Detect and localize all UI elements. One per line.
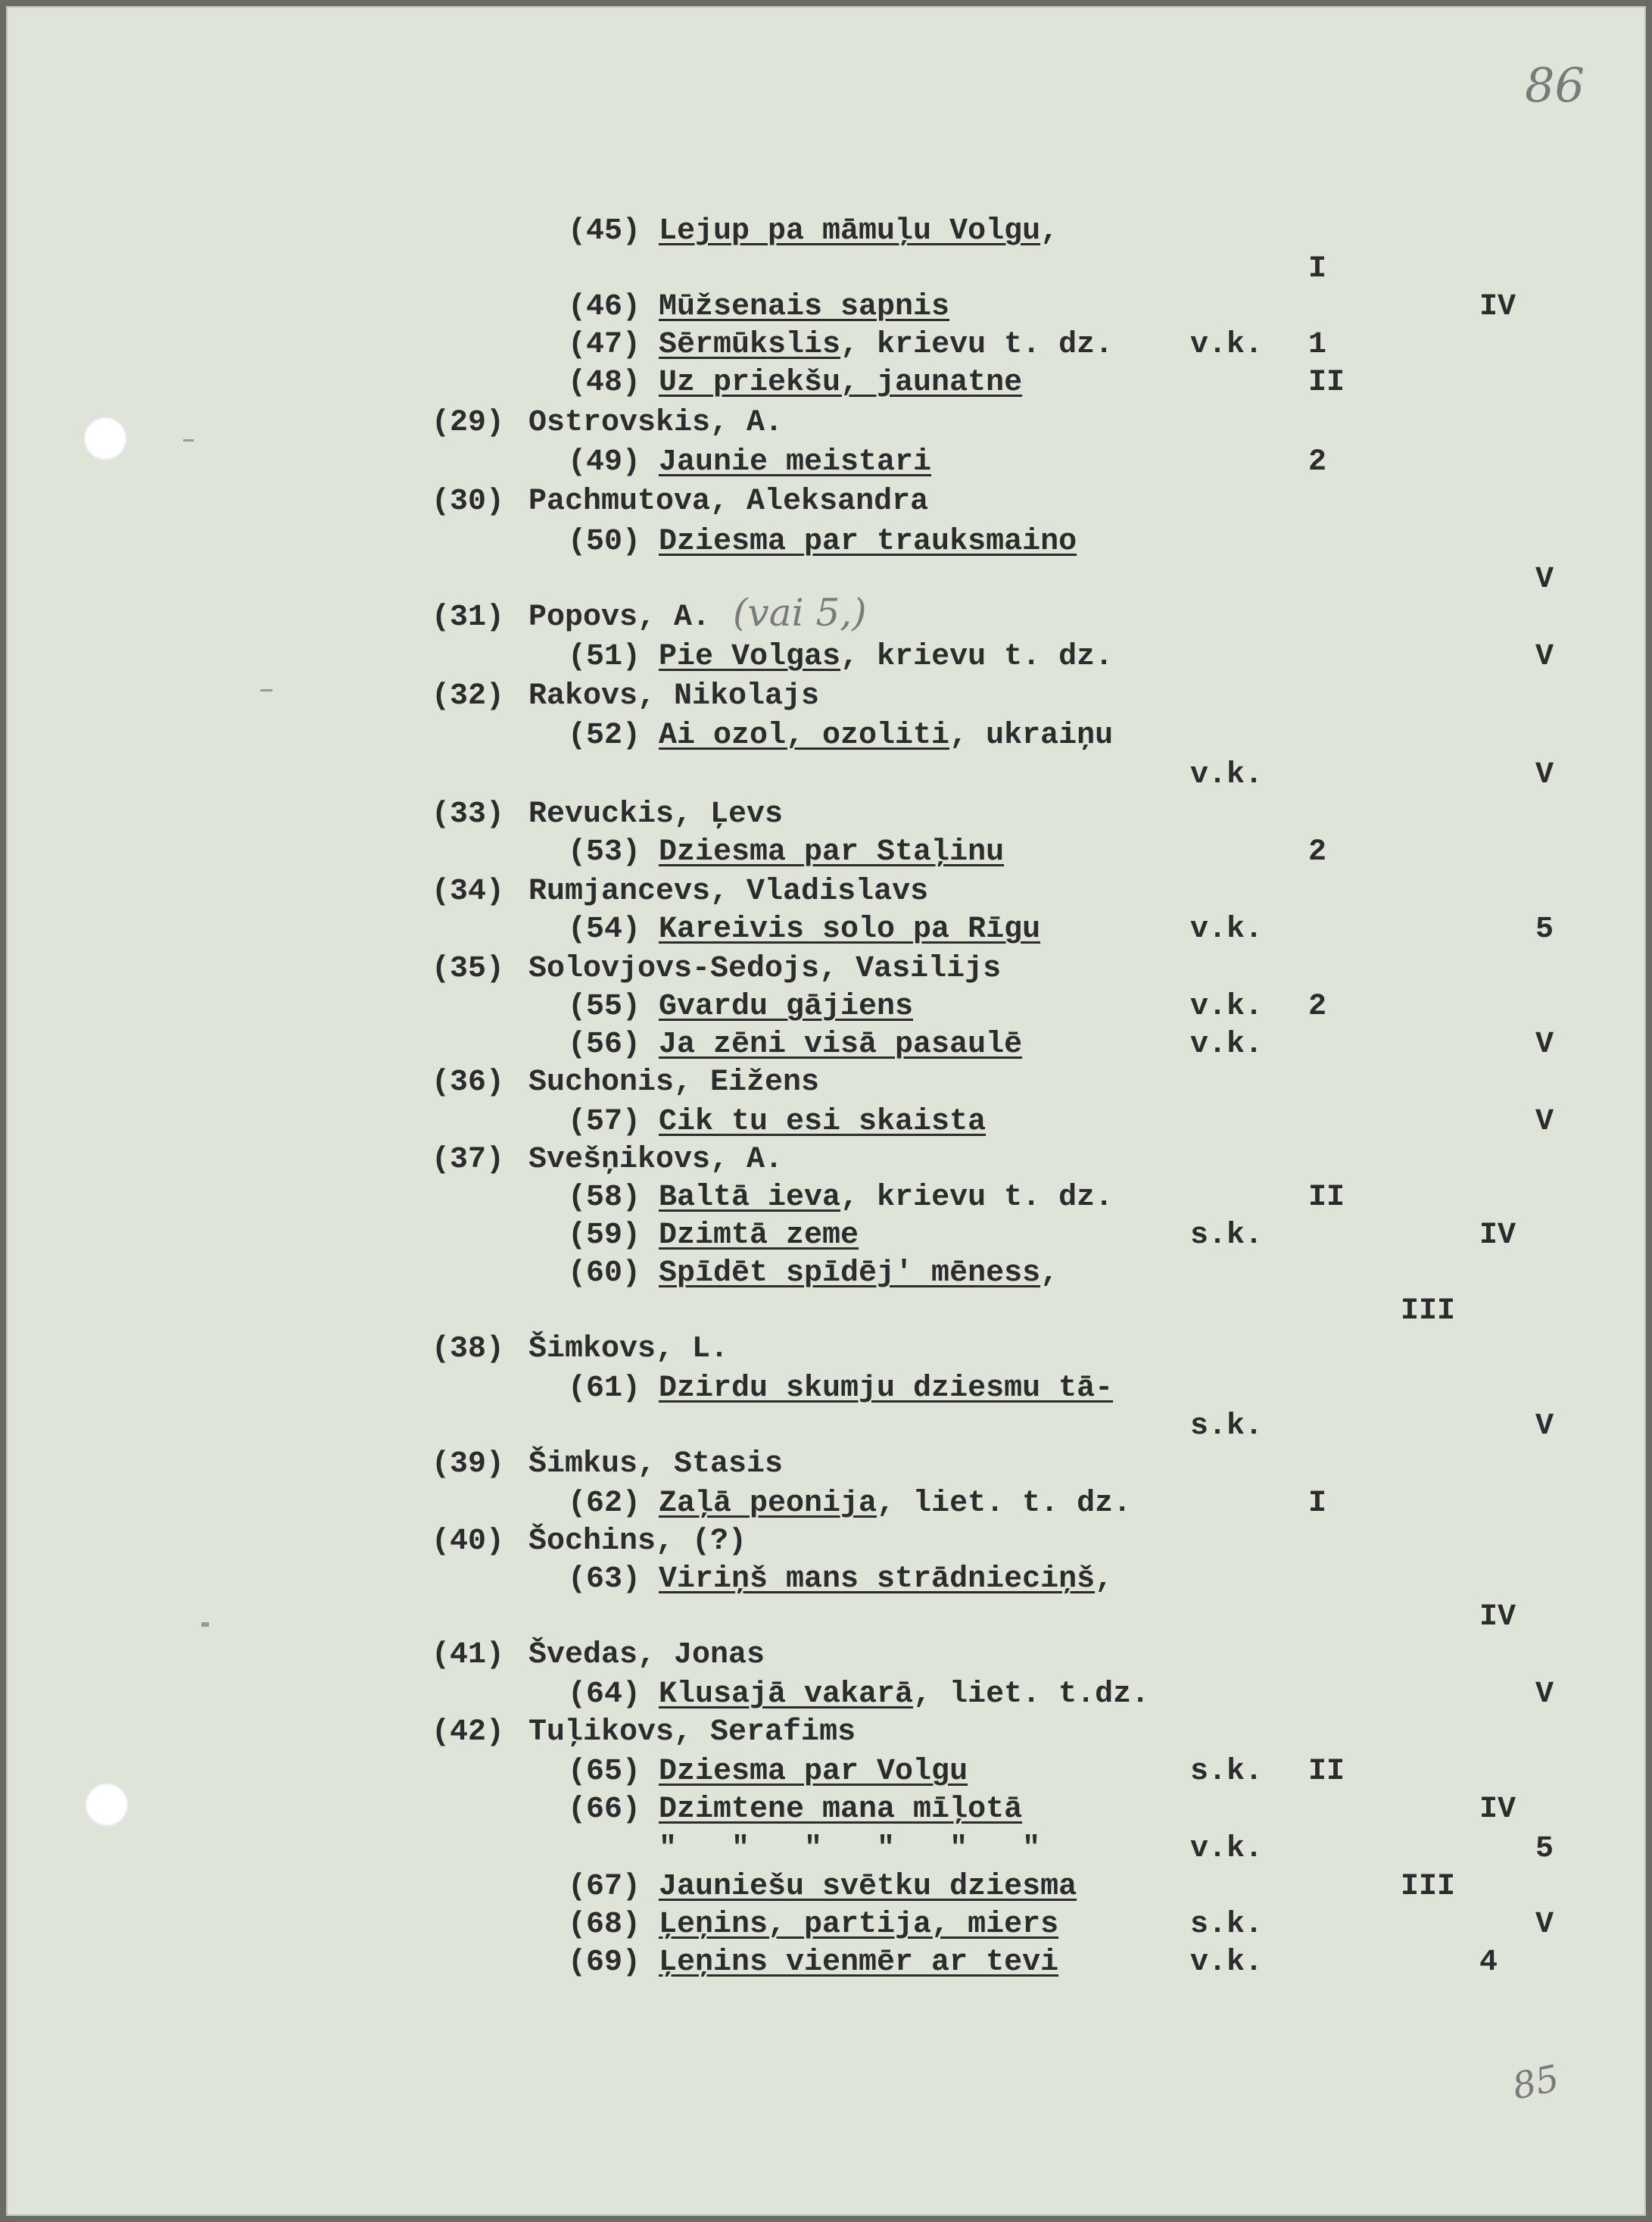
grade-column-5: V — [1535, 1908, 1554, 1942]
song-title-group — [659, 288, 949, 327]
song-number: (57) — [568, 1105, 641, 1139]
grade-column-5: V — [1535, 1409, 1554, 1443]
composer-name: Popovs, A. — [528, 601, 711, 635]
song-title: Baltā ieva — [659, 1181, 841, 1215]
song-title: Ļeņins, partija, miers — [659, 1908, 1059, 1942]
grade-column-4: IV — [1479, 290, 1516, 324]
composer-name: Tuļikovs, Serafims — [528, 1715, 856, 1749]
song-title: Dziesma par Staļinu — [659, 835, 1005, 869]
grade-column-5: V — [1535, 1677, 1554, 1712]
grade-column-5: V — [1535, 1105, 1554, 1139]
voice-type: v.k. — [1190, 1028, 1264, 1062]
song-number: (50) — [568, 525, 641, 559]
voice-type: s.k. — [1190, 1908, 1264, 1942]
grade-column-4: IV — [1479, 1600, 1516, 1634]
composer-number: (37) — [432, 1143, 505, 1177]
composer-number: (36) — [432, 1066, 505, 1100]
grade-column-5: V — [1535, 758, 1554, 792]
song-title-suffix: , — [1040, 1256, 1059, 1290]
song-title-group — [659, 988, 913, 1027]
song-title-suffix: , krievu t. dz. — [840, 1181, 1114, 1215]
song-title-group — [659, 1790, 1022, 1830]
song-number: (53) — [568, 835, 641, 869]
song-title: Cik tu esi skaista — [659, 1105, 987, 1139]
song-title-group — [659, 326, 1113, 365]
song-title-group — [659, 1943, 1058, 1983]
song-number: (55) — [568, 990, 641, 1024]
grade-column-3: II — [1308, 1755, 1345, 1789]
song-title-group — [659, 1752, 968, 1792]
song-title-group — [659, 1216, 859, 1256]
song-number: (61) — [568, 1372, 641, 1406]
song-title-group — [659, 910, 1040, 950]
composer-number: (39) — [432, 1447, 505, 1481]
song-title-group — [659, 364, 1022, 403]
margin-mark — [183, 439, 194, 442]
song-title-suffix: , liet. t. dz. — [877, 1487, 1132, 1521]
song-title: Spīdēt spīdēj' mēness — [659, 1256, 1041, 1290]
song-title-suffix: , — [1095, 1562, 1114, 1596]
song-title-group — [659, 1103, 986, 1142]
grade-column-4: III — [1401, 1294, 1456, 1328]
song-number: (51) — [568, 640, 641, 674]
song-title: Uz priekšu, jaunatne — [659, 366, 1023, 400]
handwritten-page-number: 86 — [1525, 58, 1585, 113]
song-number: (68) — [568, 1908, 641, 1942]
song-title-group — [659, 1369, 1113, 1409]
song-title-suffix: , ukraiņu — [949, 719, 1114, 753]
song-title-suffix: , liet. t.dz. — [913, 1677, 1150, 1712]
song-title-suffix: " " " " " " — [659, 1832, 1041, 1866]
grade-column-4: III — [1401, 1870, 1456, 1904]
song-title: Dziesma par Volgu — [659, 1755, 968, 1789]
song-title: Dzimtene mana mīļotā — [659, 1793, 1023, 1827]
song-title-group — [659, 833, 1004, 872]
song-title: Kareivis solo pa Rīgu — [659, 913, 1041, 947]
grade-column-3: 2 — [1308, 835, 1327, 869]
voice-type: v.k. — [1190, 1946, 1264, 1980]
composer-name: Pachmutova, Aleksandra — [528, 485, 929, 519]
composer-name: Svešņikovs, A. — [528, 1143, 784, 1177]
song-title-group — [659, 1830, 1040, 1869]
song-title: Viriņš mans strādnieciņš — [659, 1562, 1096, 1596]
song-number: (54) — [568, 913, 641, 947]
composer-number: (29) — [432, 406, 505, 440]
margin-mark — [201, 1622, 209, 1627]
handwritten-margin-note: (vai 5,) — [733, 591, 867, 635]
song-title-group — [659, 212, 1058, 251]
grade-column-3: 1 — [1308, 328, 1327, 362]
composer-name: Solovjovs-Sedojs, Vasilijs — [528, 952, 1002, 986]
song-title: Pie Volgas — [659, 640, 841, 674]
grade-column-4: 4 — [1479, 1946, 1498, 1980]
grade-column-3: 2 — [1308, 990, 1327, 1024]
composer-number: (41) — [432, 1638, 505, 1672]
song-title-group — [659, 1254, 1058, 1294]
punch-hole-bottom — [85, 1783, 129, 1827]
voice-type: s.k. — [1190, 1755, 1264, 1789]
song-number: (52) — [568, 719, 641, 753]
song-title-group — [659, 1178, 1113, 1218]
voice-type: v.k. — [1190, 758, 1264, 792]
composer-number: (34) — [432, 875, 505, 909]
grade-column-3: I — [1308, 252, 1327, 286]
punch-hole-top — [83, 417, 127, 460]
song-number: (45) — [568, 214, 641, 248]
song-number: (63) — [568, 1562, 641, 1596]
composer-number: (33) — [432, 797, 505, 832]
song-title: Ai ozol, ozoliti — [659, 719, 950, 753]
song-title: Gvardu gājiens — [659, 990, 914, 1024]
song-title: Sērmūkslis — [659, 328, 841, 362]
song-title-group — [659, 1484, 1131, 1524]
song-title: Klusajā vakarā — [659, 1677, 914, 1712]
song-title-group — [659, 1025, 1022, 1065]
composer-name: Ostrovskis, A. — [528, 406, 784, 440]
voice-type: v.k. — [1190, 328, 1264, 362]
composer-number: (32) — [432, 679, 505, 713]
voice-type: s.k. — [1190, 1219, 1264, 1253]
song-title: Mūžsenais sapnis — [659, 290, 950, 324]
grade-column-3: II — [1308, 366, 1345, 400]
grade-column-3: I — [1308, 1487, 1327, 1521]
composer-name: Suchonis, Eižens — [528, 1066, 820, 1100]
composer-name: Šimkovs, L. — [528, 1332, 729, 1366]
grade-column-5: 5 — [1535, 913, 1554, 947]
song-title-group — [659, 443, 931, 482]
song-title: Jaunie meistari — [659, 445, 932, 479]
composer-number: (35) — [432, 952, 505, 986]
document-page — [6, 6, 1646, 2216]
composer-number: (31) — [432, 601, 505, 635]
song-title: Lejup pa māmuļu Volgu — [659, 214, 1041, 248]
song-number: (60) — [568, 1256, 641, 1290]
song-title-group — [659, 638, 1113, 677]
song-title: Ļeņins vienmēr ar tevi — [659, 1946, 1059, 1980]
song-title: Dzirdu skumju dziesmu tā- — [659, 1372, 1114, 1406]
composer-number: (40) — [432, 1525, 505, 1559]
song-number: (48) — [568, 366, 641, 400]
song-title-group — [659, 1868, 1077, 1907]
song-title-group — [659, 716, 1113, 756]
composer-name: Revuckis, Ļevs — [528, 797, 784, 832]
song-title: Dzimtā zeme — [659, 1219, 859, 1253]
composer-number: (38) — [432, 1332, 505, 1366]
composer-name: Rakovs, Nikolajs — [528, 679, 820, 713]
composer-number: (30) — [432, 485, 505, 519]
song-title-suffix: , krievu t. dz. — [840, 328, 1114, 362]
grade-column-4: IV — [1479, 1219, 1516, 1253]
composer-name: Šimkus, Stasis — [528, 1447, 784, 1481]
song-title-group — [659, 1675, 1149, 1715]
grade-column-5: V — [1535, 640, 1554, 674]
composer-name: Švedas, Jonas — [528, 1638, 765, 1672]
song-title-group — [659, 1905, 1058, 1945]
voice-type: v.k. — [1190, 1832, 1264, 1866]
song-number: (64) — [568, 1677, 641, 1712]
handwritten-bottom-number: 85 — [1508, 2057, 1563, 2108]
song-title-suffix: , — [1040, 214, 1059, 248]
composer-name: Rumjancevs, Vladislavs — [528, 875, 929, 909]
song-number: (65) — [568, 1755, 641, 1789]
song-number: (46) — [568, 290, 641, 324]
grade-column-5: V — [1535, 563, 1554, 597]
song-title-group — [659, 1560, 1113, 1599]
grade-column-5: 5 — [1535, 1832, 1554, 1866]
song-number: (58) — [568, 1181, 641, 1215]
grade-column-3: II — [1308, 1181, 1345, 1215]
margin-mark — [260, 689, 273, 691]
grade-column-3: 2 — [1308, 445, 1327, 479]
song-title: Jauniešu svētku dziesma — [659, 1870, 1077, 1904]
composer-number: (42) — [432, 1715, 505, 1749]
song-title: Zaļā peonija — [659, 1487, 877, 1521]
song-title: Ja zēni visā pasaulē — [659, 1028, 1023, 1062]
song-number: (66) — [568, 1793, 641, 1827]
composer-name: Šochins, (?) — [528, 1525, 747, 1559]
song-number: (56) — [568, 1028, 641, 1062]
song-number: (67) — [568, 1870, 641, 1904]
voice-type: s.k. — [1190, 1409, 1264, 1443]
song-number: (49) — [568, 445, 641, 479]
song-number: (69) — [568, 1946, 641, 1980]
song-number: (47) — [568, 328, 641, 362]
grade-column-4: IV — [1479, 1793, 1516, 1827]
grade-column-5: V — [1535, 1028, 1554, 1062]
song-title-suffix: , krievu t. dz. — [840, 640, 1114, 674]
song-number: (59) — [568, 1219, 641, 1253]
song-title-group — [659, 523, 1077, 562]
voice-type: v.k. — [1190, 990, 1264, 1024]
voice-type: v.k. — [1190, 913, 1264, 947]
song-title: Dziesma par trauksmaino — [659, 525, 1077, 559]
song-number: (62) — [568, 1487, 641, 1521]
